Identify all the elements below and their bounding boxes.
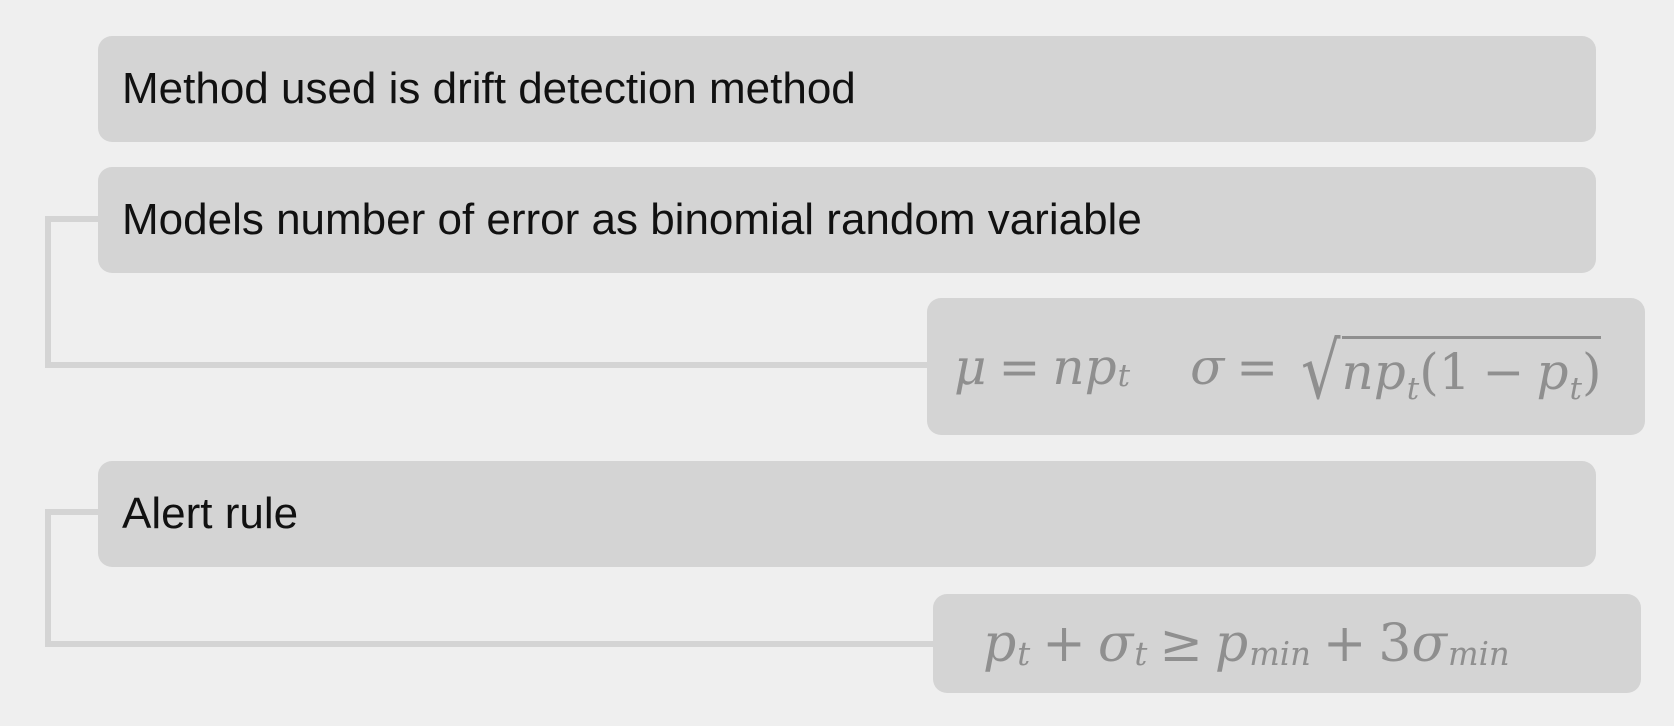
formula-n: n [1052, 337, 1085, 396]
alert-p-2: p [1214, 613, 1249, 674]
alert-subscript-min-2: min [1448, 634, 1510, 673]
node-models-label: Models number of error as binomial random variable [122, 195, 1142, 244]
formula-subscript-t: t [1117, 358, 1131, 395]
alert-geq: ≥ [1159, 613, 1203, 674]
connector-models-line [45, 362, 929, 368]
alert-subscript-min: min [1249, 634, 1311, 673]
formula-equals: = [998, 337, 1041, 396]
alert-p: p [983, 613, 1017, 674]
formula-n-2: n [1341, 343, 1374, 401]
formula-subscript-t-3: t [1569, 370, 1582, 407]
formula-equals-2: = [1236, 337, 1279, 396]
alert-subscript-t-2: t [1134, 634, 1148, 673]
formula-one: 1 [1438, 343, 1471, 401]
connector-alert-to-formula [45, 509, 100, 647]
node-alert-rule [98, 461, 1596, 567]
alert-three: 3 [1378, 613, 1412, 674]
formula-mu-symbol: μ [954, 337, 987, 396]
alert-subscript-t: t [1017, 634, 1031, 673]
formula-binomial-stats [927, 298, 1645, 435]
formula-radicand [1341, 336, 1602, 407]
formula-p-3: p [1536, 343, 1569, 401]
alert-plus-2: + [1322, 613, 1367, 674]
formula-sigma-symbol: σ [1190, 337, 1225, 396]
formula-close-paren: ) [1581, 343, 1602, 401]
alert-sigma-2: σ [1411, 613, 1447, 674]
alert-plus: + [1042, 613, 1086, 674]
alert-sigma: σ [1097, 613, 1134, 674]
sqrt-icon: √ [1301, 326, 1341, 417]
connector-alert-line [45, 641, 935, 647]
node-models [98, 167, 1596, 273]
formula-p-2: p [1373, 343, 1406, 401]
formula-alert-rule [933, 594, 1641, 693]
connector-models-to-formula [45, 216, 100, 368]
node-method [98, 36, 1596, 142]
node-method-label: Method used is drift detection method [122, 64, 856, 113]
node-alert-label: Alert rule [122, 489, 299, 538]
formula-subscript-t-2: t [1406, 370, 1420, 407]
formula-open-paren: ( [1419, 343, 1439, 401]
formula-p: p [1084, 337, 1117, 396]
formula-minus: − [1482, 343, 1525, 401]
